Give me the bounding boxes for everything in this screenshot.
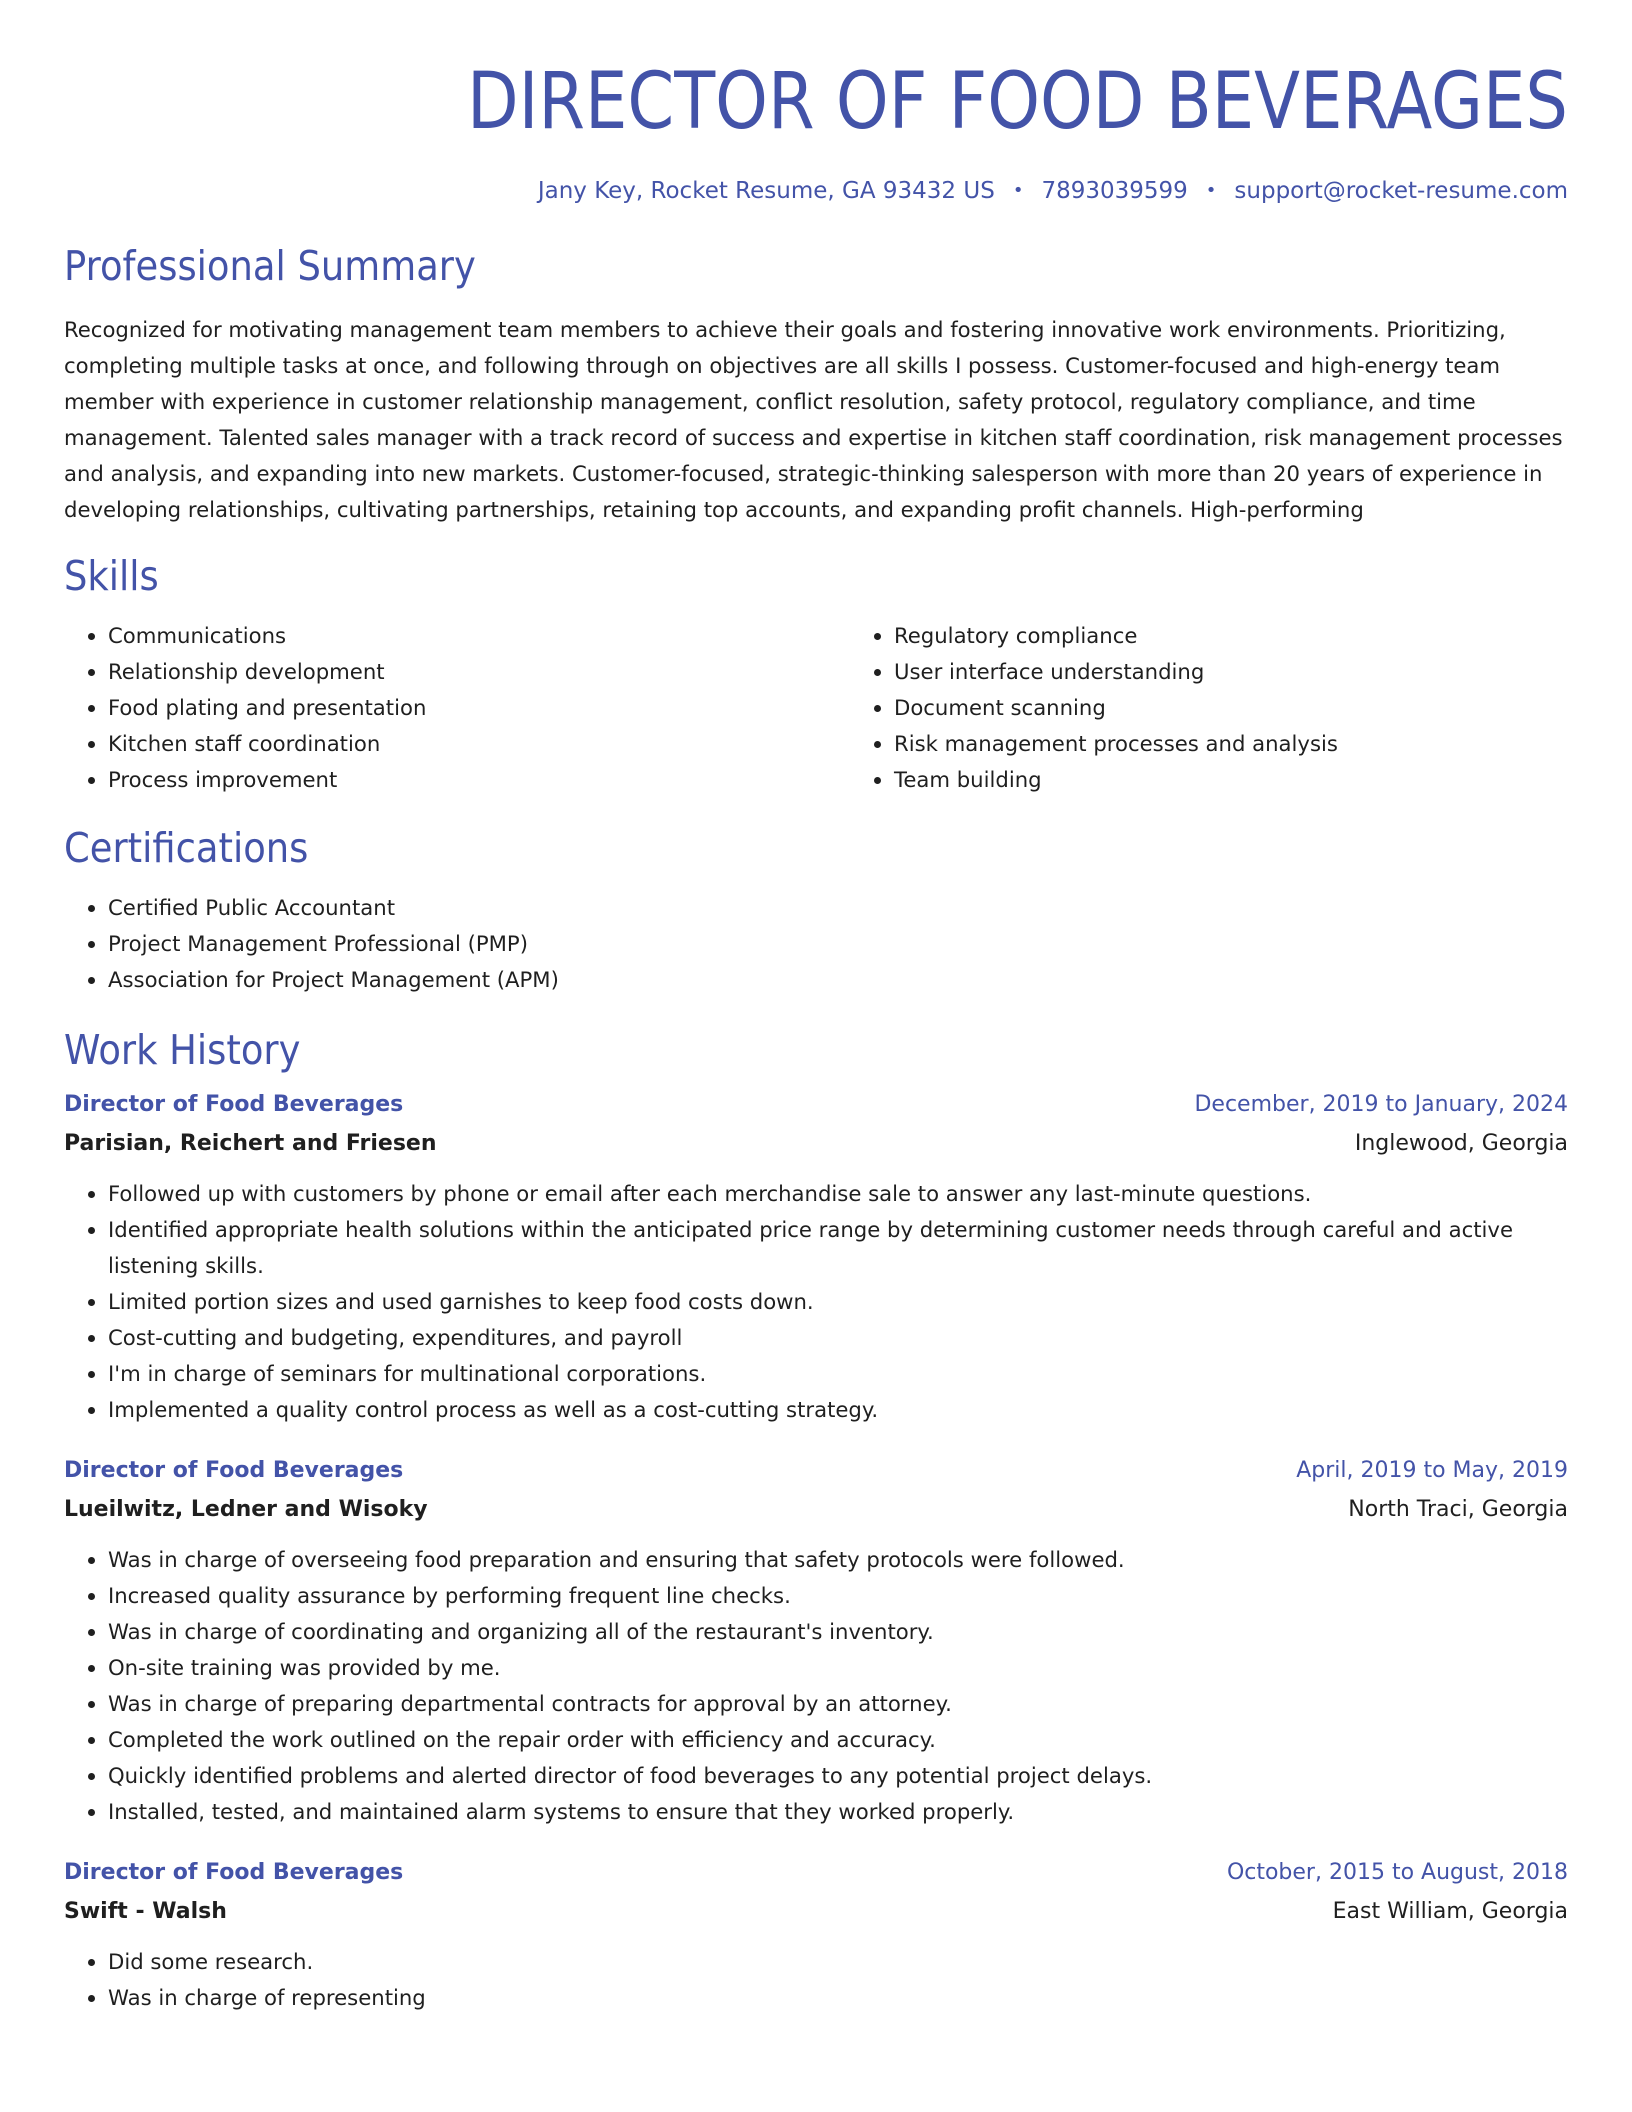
- job-company: Swift - Walsh: [64, 1899, 227, 1924]
- job-bullet: • Cost-cutting and budgeting, expenditures, and payroll: [108, 1320, 1568, 1356]
- contact-address: Jany Key, Rocket Resume, GA 93432 US: [537, 178, 995, 204]
- job-dates: December, 2019 to January, 2024: [1194, 1092, 1568, 1117]
- job-header: [64, 1452, 1568, 1490]
- certifications-heading: Certifications: [64, 824, 309, 872]
- contact-separator: •: [1012, 180, 1024, 201]
- job-entry: [64, 1854, 1568, 2016]
- skill-item: • User interface understanding: [894, 654, 1632, 690]
- resume-title: DIRECTOR OF FOOD BEVERAGES: [466, 57, 1569, 147]
- skill-item: • Relationship development: [108, 654, 850, 690]
- job-company: Parisian, Reichert and Friesen: [64, 1131, 437, 1156]
- job-subheader: [64, 1124, 1568, 1164]
- work-history-heading: Work History: [64, 1026, 301, 1074]
- certification-item: • Certified Public Accountant: [108, 890, 1568, 926]
- summary-heading: Professional Summary: [64, 242, 476, 290]
- skills-list-left: [64, 618, 850, 798]
- skill-item: • Document scanning: [894, 690, 1632, 726]
- job-title: Director of Food Beverages: [64, 1860, 404, 1885]
- skills-list-right: [850, 618, 1632, 798]
- job-bullet: • Followed up with customers by phone or email after each merchandise sale to answer any last-minute questions.: [108, 1176, 1568, 1212]
- job-location: East William, Georgia: [1332, 1899, 1568, 1924]
- work-history-section: [64, 1024, 1568, 2016]
- skill-item: • Communications: [108, 618, 850, 654]
- summary-section: [64, 240, 1568, 528]
- job-dates: October, 2015 to August, 2018: [1226, 1860, 1568, 1885]
- job-dates: April, 2019 to May, 2019: [1296, 1458, 1568, 1483]
- certification-item: • Association for Project Management (APM): [108, 962, 1568, 998]
- skills-section: [64, 550, 1568, 798]
- job-bullet: • I'm in charge of seminars for multinational corporations.: [108, 1356, 1568, 1392]
- contact-separator: •: [1205, 180, 1217, 201]
- job-bullet: • Was in charge of coordinating and organizing all of the restaurant's inventory.: [108, 1614, 1568, 1650]
- job-bullets: [64, 1542, 1568, 1830]
- job-subheader: [64, 1892, 1568, 1932]
- certifications-section: [64, 822, 1568, 998]
- job-header: [64, 1854, 1568, 1892]
- job-bullet: • Did some research.: [108, 1944, 1568, 1980]
- job-bullet: • Was in charge of preparing departmental contracts for approval by an attorney.: [108, 1686, 1568, 1722]
- job-bullet: • Installed, tested, and maintained alarm systems to ensure that they worked properly.: [108, 1794, 1568, 1830]
- job-entry: [64, 1452, 1568, 1830]
- job-header: [64, 1086, 1568, 1124]
- job-bullet: • Was in charge of overseeing food preparation and ensuring that safety protocols were followed.: [108, 1542, 1568, 1578]
- job-bullet: • Was in charge of representing: [108, 1980, 1568, 2016]
- job-bullet: • On-site training was provided by me.: [108, 1650, 1568, 1686]
- job-bullet: • Identified appropriate health solutions within the anticipated price range by determining customer needs through careful and active listening skills.: [108, 1212, 1568, 1284]
- job-bullet: • Implemented a quality control process as well as a cost-cutting strategy.: [108, 1392, 1568, 1428]
- job-subheader: [64, 1490, 1568, 1530]
- job-bullet: • Quickly identified problems and alerted director of food beverages to any potential project delays.: [108, 1758, 1568, 1794]
- contact-email[interactable]: support@rocket-resume.com: [1234, 178, 1568, 204]
- skill-item: • Food plating and presentation: [108, 690, 850, 726]
- summary-text: Recognized for motivating management team members to achieve their goals and fostering innovative work environments. Prioritizing, completing multiple tasks at once, and following through on objectives are all skills I possess. Customer-focused and high-energy team member with experience in customer relationship management, conflict resolution, safety protocol, regulatory compliance, and time management. Talented sales manager with a track record of success and expertise in kitchen staff coordination, risk management processes and analysis, and expanding into new markets. Customer-focused, strategic-thinking salesperson with more than 20 years of experience in developing relationships, cultivating partnerships, retaining top accounts, and expanding profit channels. High-performing: [64, 317, 1563, 522]
- job-title: Director of Food Beverages: [64, 1458, 404, 1483]
- skill-item: • Kitchen staff coordination: [108, 726, 850, 762]
- skill-item: • Process improvement: [108, 762, 850, 798]
- certification-item: • Project Management Professional (PMP): [108, 926, 1568, 962]
- job-title: Director of Food Beverages: [64, 1092, 404, 1117]
- skill-item: • Team building: [894, 762, 1632, 798]
- skills-grid: [64, 618, 1568, 798]
- job-bullets: [64, 1176, 1568, 1428]
- skill-item: • Regulatory compliance: [894, 618, 1632, 654]
- contact-line: [64, 176, 1568, 206]
- contact-phone[interactable]: 7893039599: [1041, 178, 1188, 204]
- job-bullet: • Completed the work outlined on the repair order with efficiency and accuracy.: [108, 1722, 1568, 1758]
- skill-item: • Risk management processes and analysis: [894, 726, 1632, 762]
- job-entry: [64, 1086, 1568, 1428]
- job-company: Lueilwitz, Ledner and Wisoky: [64, 1497, 428, 1522]
- job-bullets: [64, 1944, 1568, 2016]
- job-bullet: • Increased quality assurance by performing frequent line checks.: [108, 1578, 1568, 1614]
- job-location: Inglewood, Georgia: [1354, 1131, 1568, 1156]
- resume-page: [64, 0, 1568, 2016]
- job-location: North Traci, Georgia: [1348, 1497, 1568, 1522]
- job-bullet: • Limited portion sizes and used garnishes to keep food costs down.: [108, 1284, 1568, 1320]
- certifications-list: [64, 890, 1568, 998]
- skills-heading: Skills: [64, 552, 159, 600]
